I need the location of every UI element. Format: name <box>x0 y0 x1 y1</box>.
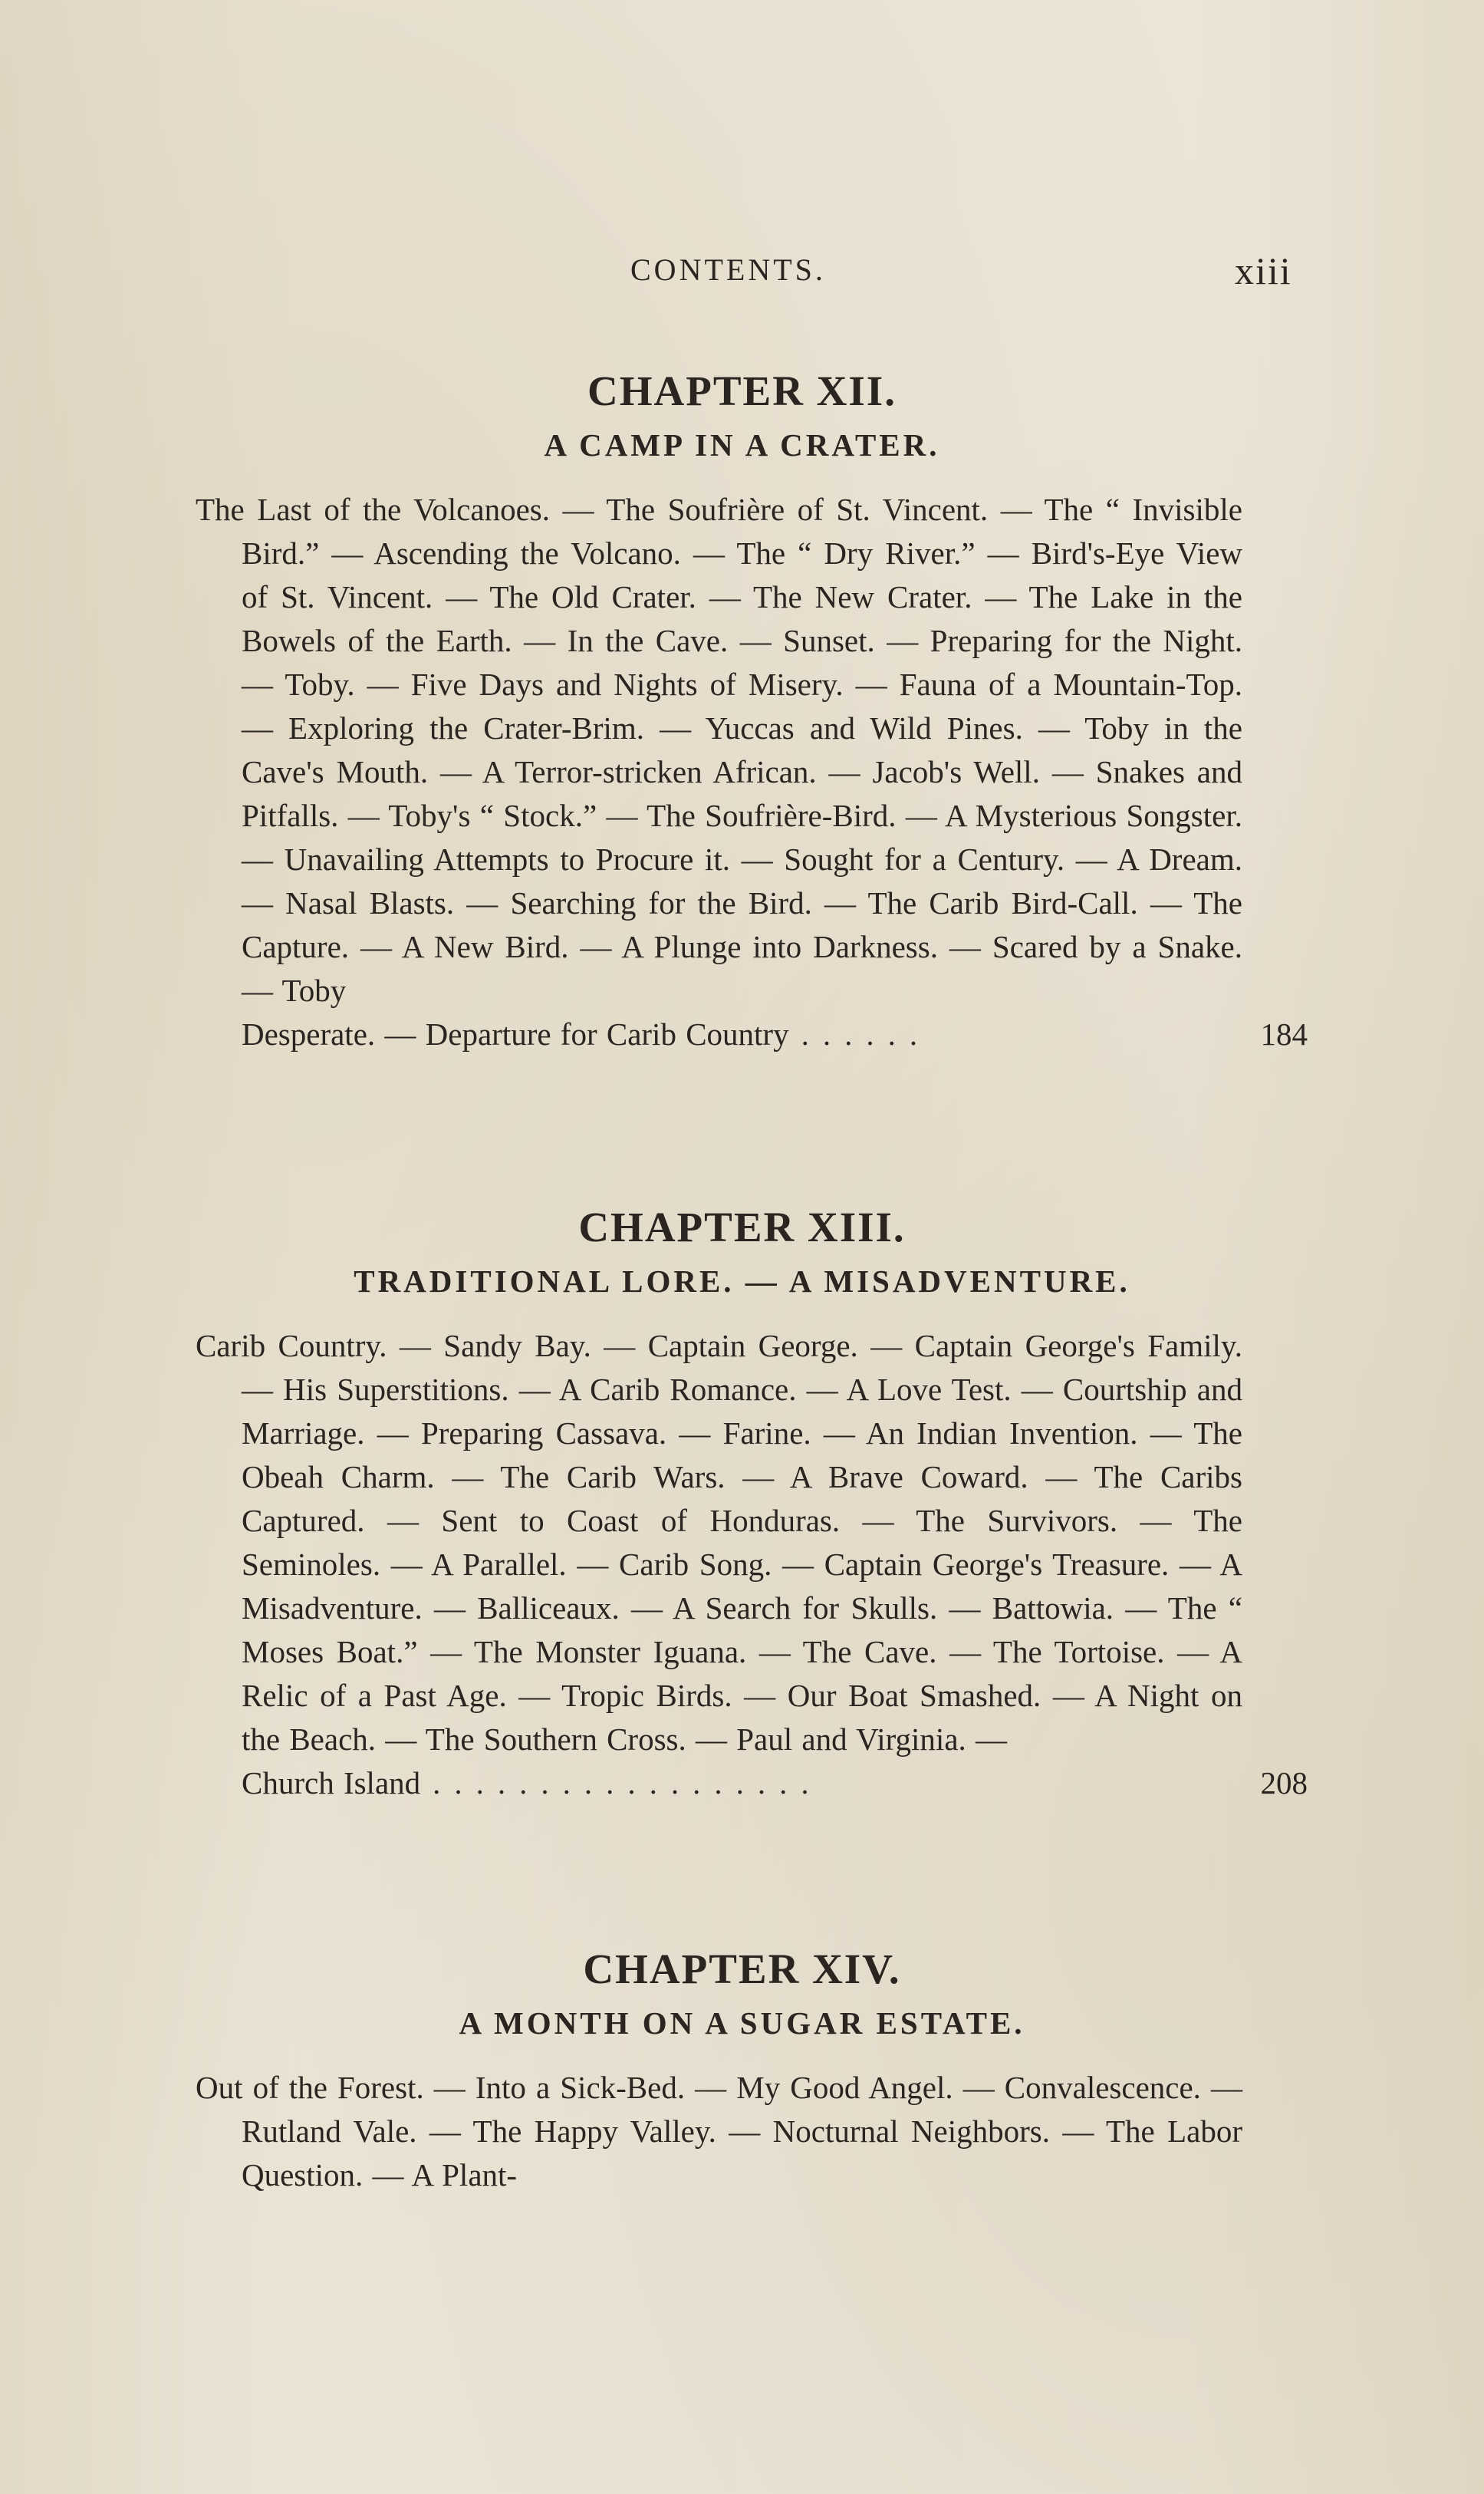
dot-leader: .................. <box>433 1765 823 1800</box>
chapter-number: CHAPTER XIV. <box>583 1945 901 1992</box>
page-reference: 208 <box>1260 1765 1308 1800</box>
chapter-title: TRADITIONAL LORE. — A MISADVENTURE. <box>354 1263 1130 1299</box>
chapter-title: A CAMP IN A CRATER. <box>544 427 940 463</box>
chapter-number: CHAPTER XII. <box>587 367 897 414</box>
chapter-summary: Carib Country. — Sandy Bay. — Captain George. — Captain George's Family. — His Superstitions. — A Carib Romance. — A Love Test. — Courtship and Marriage. — Preparing Cassava. — Farine. — An Indian Invention. — The Obeah Charm. — The Carib Wars. — A Brave Coward. — The Caribs Captured. — Sent to Coast of Honduras. — The Survivors. — The Seminoles. — A Parallel. — Carib Song. — Captain George's Treasure. — A Misadventure. — Balliceaux. — A Search for Skulls. — Battowia. — The “ Moses Boat.” — The Monster Iguana. — The Cave. — The Tortoise. — A Relic of a Past Age. — Tropic Birds. — Our Boat Smashed. — A Night on the Beach. — The Southern Cross. — Paul and Virginia. — <box>196 1328 1242 1757</box>
chapter-xiii <box>0 1203 1484 1805</box>
summary-last-line: Church Island <box>242 1765 421 1800</box>
chapter-number: CHAPTER XIII. <box>578 1204 906 1250</box>
page-number: xiii <box>1235 249 1292 292</box>
toc-entry-line <box>196 1013 1308 1056</box>
chapter-title: A MONTH ON A SUGAR ESTATE. <box>459 2005 1025 2041</box>
summary-last-line: Desperate. — Departure for Carib Country <box>242 1016 789 1052</box>
running-title: CONTENTS. <box>630 252 826 287</box>
running-head <box>0 249 1484 292</box>
chapter-xii <box>0 367 1484 1056</box>
dot-leader: ...... <box>801 1016 932 1052</box>
chapter-summary: Out of the Forest. — Into a Sick-Bed. — My Good Angel. — Convalescence. — Rutland Vale. — The Happy Valley. — Nocturnal Neighbors. — The Labor Question. — A Plant- <box>196 2070 1242 2193</box>
page-reference: 184 <box>1260 1016 1308 1052</box>
chapter-summary: The Last of the Volcanoes. — The Soufrière of St. Vincent. — The “ Invisible Bird.” — Ascending the Volcano. — The “ Dry River.” — Bird's-Eye View of St. Vincent. — The Old Crater. — The New Crater. — The Lake in the Bowels of the Earth. — In the Cave. — Sunset. — Preparing for the Night. — Toby. — Five Days and Nights of Misery. — Fauna of a Mountain-Top. — Exploring the Crater-Brim. — Yuccas and Wild Pines. — Toby in the Cave's Mouth. — A Terror-stricken African. — Jacob's Well. — Snakes and Pitfalls. — Toby's “ Stock.” — The Soufrière-Bird. — A Mysterious Songster. — Unavailing Attempts to Procure it. — Sought for a Century. — A Dream. — Nasal Blasts. — Searching for the Bird. — The Carib Bird-Call. — The Capture. — A New Bird. — A Plunge into Darkness. — Scared by a Snake. — Toby <box>196 492 1242 1008</box>
chapter-xiv <box>0 1945 1484 2197</box>
toc-entry-line <box>196 1761 1308 1805</box>
